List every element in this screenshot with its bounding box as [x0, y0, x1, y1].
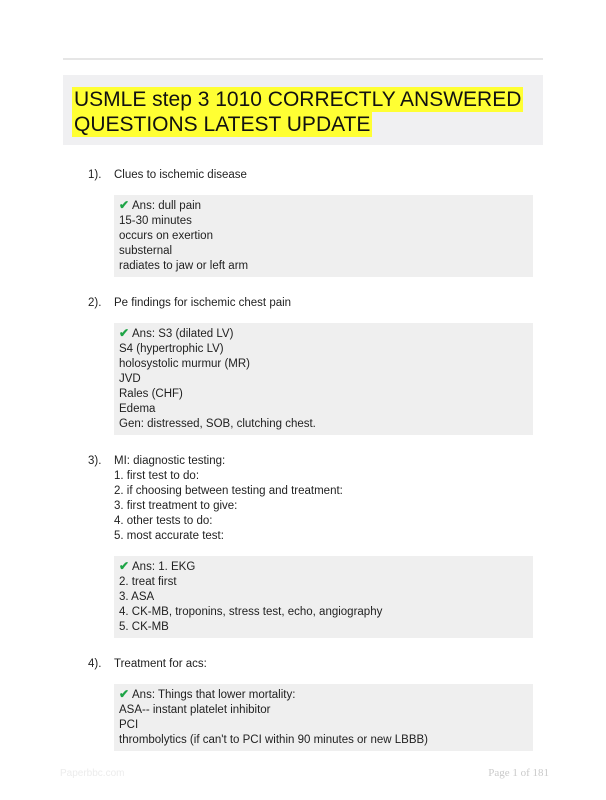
document-title-line-2: QUESTIONS LATEST UPDATE [74, 113, 371, 136]
answer-line: radiates to jaw or left arm [119, 260, 249, 272]
question-text: 2. if choosing between testing and treatment: [114, 485, 343, 497]
question-item-4 [88, 657, 543, 751]
checkmark-icon: ✔ [119, 198, 130, 212]
checkmark-icon: ✔ [119, 559, 130, 573]
answer-line: substernal [119, 245, 173, 257]
checkmark-icon: ✔ [119, 326, 130, 340]
question-text: Treatment for acs: [114, 658, 207, 670]
answer-line: S4 (hypertrophic LV) [119, 343, 224, 355]
answer-line: occurs on exertion [119, 230, 213, 242]
question-number: 4). [88, 658, 102, 670]
answer-line: Ans: S3 (dilated LV) [132, 328, 234, 340]
answer-line: Ans: 1. EKG [132, 561, 196, 573]
question-item-3 [88, 454, 543, 638]
top-divider [63, 58, 543, 60]
answer-box [114, 323, 533, 435]
answer-line: 3. ASA [119, 591, 155, 603]
answer-box [114, 556, 533, 638]
question-number: 3). [88, 455, 102, 467]
question-item-2 [88, 296, 543, 435]
answer-line: JVD [119, 373, 141, 385]
answer-line: 4. CK-MB, troponins, stress test, echo, angiography [119, 606, 383, 618]
answer-line: 2. treat first [119, 576, 177, 588]
answer-box [114, 195, 533, 277]
answer-line: Ans: Things that lower mortality: [132, 689, 296, 701]
answer-line: holosystolic murmur (MR) [119, 358, 250, 370]
answer-line: 5. CK-MB [119, 621, 169, 633]
answer-line: Ans: dull pain [132, 200, 202, 212]
checkmark-icon: ✔ [119, 687, 130, 701]
question-number: 2). [88, 297, 102, 309]
question-number: 1). [88, 169, 102, 181]
answer-line: ASA-- instant platelet inhibitor [119, 704, 271, 716]
answer-line: 15-30 minutes [119, 215, 192, 227]
answer-box [114, 684, 533, 751]
document-title-line-1: USMLE step 3 1010 CORRECTLY ANSWERED [74, 88, 522, 111]
question-text: 4. other tests to do: [114, 515, 213, 527]
answer-line: Gen: distressed, SOB, clutching chest. [119, 418, 316, 430]
answer-line: PCI [119, 719, 139, 731]
question-text: 3. first treatment to give: [114, 500, 238, 512]
answer-line: thrombolytics (if can't to PCI within 90 minutes or new LBBB) [119, 734, 428, 746]
question-text: MI: diagnostic testing: [114, 455, 226, 467]
document-title-box [63, 75, 543, 145]
answer-line: Edema [119, 403, 156, 415]
question-text: 5. most accurate test: [114, 530, 224, 542]
question-text: Clues to ischemic disease [114, 169, 247, 181]
page-indicator: Page 1 of 181 [488, 767, 549, 779]
footer-watermark: Paperbbc.com [60, 768, 125, 779]
question-text: 1. first test to do: [114, 470, 200, 482]
answer-line: Rales (CHF) [119, 388, 183, 400]
question-item-1 [88, 168, 543, 277]
question-text: Pe findings for ischemic chest pain [114, 297, 292, 309]
